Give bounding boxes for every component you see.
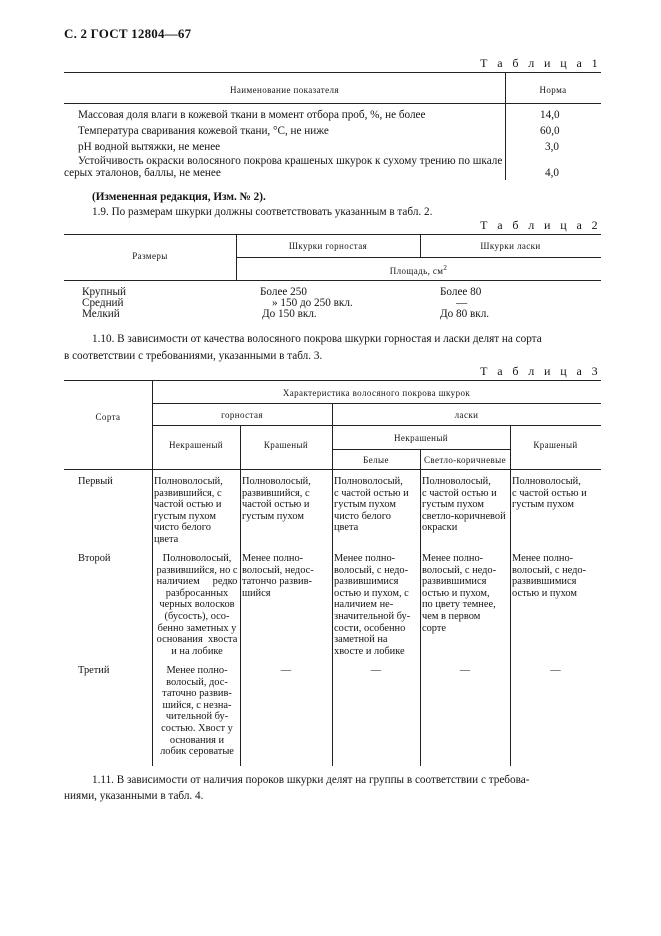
table2-row-1-size: Крупный <box>82 286 126 298</box>
table3-vdiv-1 <box>152 380 153 766</box>
table1-col-norm: Норма <box>539 85 567 95</box>
table2-top-rule <box>64 234 601 235</box>
table3-row1-ermine-undyed <box>154 476 240 546</box>
table3-cell-line: Менее полно- <box>422 553 484 564</box>
table2-col-size: Размеры <box>132 251 168 261</box>
table3-grade-first: Первый <box>78 476 113 487</box>
amendment-note: (Измененная редакция, Изм. № 2). <box>92 191 266 203</box>
table3-cell-line: с частой остью и <box>334 487 409 499</box>
table2-row-1-weasel: Более 80 <box>440 286 482 298</box>
page-header: С. 2 ГОСТ 12804—67 <box>64 26 192 41</box>
table3-cell-line: чисто белого <box>154 522 211 534</box>
table3-cell-line: по цвету темнее, <box>422 599 496 611</box>
table3-grade-second: Второй <box>78 553 111 564</box>
table3-row1-weasel-dyed <box>512 476 601 511</box>
table3-vdiv-5 <box>510 425 511 766</box>
table3-row2-weasel-white <box>334 553 420 657</box>
table3-row1-ermine-dyed <box>242 476 332 522</box>
table3-col-weasel-lightbrown: Светло-коричневые <box>423 455 507 465</box>
table3-cell-line: Менее полно- <box>166 665 228 676</box>
table2-col-area-label: Площадь, см <box>389 266 444 276</box>
table3-col-weasel-undyed: Некрашеный <box>394 433 448 443</box>
table3-cell-line: и на лобике <box>171 645 223 657</box>
table3-cell-line: густым пухом <box>154 510 216 522</box>
table3-cell-line: наличием редко <box>156 576 238 588</box>
table3-cell-line: значительной бу- <box>334 610 411 622</box>
table3-top-rule <box>64 380 601 381</box>
table3-cell-line: Полноволосый, <box>242 476 311 487</box>
table3-row2-weasel-brown <box>422 553 510 634</box>
table3-col-weasel: ласки <box>454 410 479 420</box>
table3-cell-line: черных волосков <box>159 599 235 611</box>
table3-cell-line: шийся, с незна- <box>162 699 232 711</box>
table3-cell-line: (бусость), осо- <box>164 610 230 622</box>
table3-cell-line: волосый, с недо- <box>512 564 587 576</box>
table3-grade-third: Третий <box>78 665 110 676</box>
table3-cell-line: Менее полно- <box>242 553 304 564</box>
table3-col-ermine-undyed: Некрашеный <box>169 440 223 450</box>
table3-cell-line: бенно заметных у <box>157 622 237 634</box>
table2-col-ermine: Шкурки горностая <box>288 241 368 251</box>
table3-cell-line: состью. Хвост у <box>161 722 233 734</box>
table3-cell-line: сорте <box>422 622 447 634</box>
table3-row3-ermine-undyed <box>154 665 240 758</box>
table3-rule-4 <box>332 449 510 450</box>
table3-cell-line: татончо развив- <box>242 576 312 588</box>
table1-header-rule <box>64 103 601 104</box>
table3-col-char: Характеристика волосяного покрова шкурок <box>282 388 471 398</box>
table3-cell-line: густым пухом <box>512 499 574 511</box>
table3-cell-line: чем в первом <box>422 610 481 622</box>
table3-cell-line: волосый, дос- <box>166 676 228 688</box>
table2-row-3-ermine: До 150 вкл. <box>262 308 317 320</box>
paragraph-1-11-line2: ниями, указанными в табл. 4. <box>64 790 204 802</box>
table3-rule-2 <box>152 403 601 404</box>
table3-cell-line: наличием не- <box>334 599 394 611</box>
table3-row1-weasel-white <box>334 476 420 534</box>
table3-cell-line: волосый, с недо- <box>334 564 409 576</box>
table1-row-1-name: Массовая доля влаги в кожевой ткани в момент отбора проб, %, не более <box>78 109 426 121</box>
table3-row2-ermine-dyed <box>242 553 332 599</box>
table2-row-2-size: Средний <box>82 297 124 309</box>
table3-cell-line: волосый, с недо- <box>422 564 497 576</box>
table2-row-2-weasel: — <box>456 297 468 309</box>
table1-row-4-name-line2: серых эталонов, баллы, не менее <box>64 167 221 179</box>
table2-row-1-ermine: Более 250 <box>260 286 307 298</box>
table2-sub-rule <box>236 257 601 258</box>
table3-cell-line: хвосте и лобике <box>334 645 405 657</box>
table1-top-rule <box>64 72 601 73</box>
table2-col-area-unit-exp: 2 <box>443 264 448 272</box>
table3-col-grade: Сорта <box>95 412 121 422</box>
table3-cell-line: Полноволосый, <box>334 476 403 487</box>
table3-cell-line: развившийся, с <box>154 487 222 499</box>
table2-row-2-ermine: » 150 до 250 вкл. <box>272 297 353 309</box>
table1-row-3-norm: 3,0 <box>545 141 559 153</box>
table1-row-3-name: pH водной вытяжки, не менее <box>78 141 221 153</box>
table3-cell-line: волосый, недос- <box>242 564 314 576</box>
table3-cell-line: развившийся, но с <box>156 564 238 576</box>
table2-header-rule <box>64 280 601 281</box>
table3-row3-weasel-white: — <box>370 665 382 676</box>
table3-cell-line: Полноволосый, <box>162 553 232 564</box>
table3-cell-line: Менее полно- <box>512 553 574 564</box>
table3-cell-line: чительной бу- <box>165 711 229 723</box>
table3-rule-3 <box>152 425 601 426</box>
table2-caption: Т а б л и ц а 2 <box>480 218 601 232</box>
table3-cell-line: остью и пухом, <box>422 587 490 599</box>
table3-cell-line: густым пухом <box>242 510 304 522</box>
table3-cell-line: остью и пухом <box>512 587 577 599</box>
table1-row-1-norm: 14,0 <box>540 109 560 121</box>
table3-cell-line: частой остью и <box>154 499 222 511</box>
paragraph-1-9: 1.9. По размерам шкурки должны соответствовать указанным в табл. 2. <box>92 206 433 218</box>
table3-cell-line: разбросанных <box>165 587 229 599</box>
table3-col-weasel-white: Белые <box>363 455 389 465</box>
table3-cell-line: основания хвоста <box>156 634 238 646</box>
table3-row3-weasel-dyed: — <box>550 665 561 676</box>
table3-cell-line: развившимися <box>512 576 577 588</box>
table3-col-ermine: горностая <box>221 410 263 420</box>
table3-cell-line: цвета <box>334 522 359 534</box>
table3-cell-line: развившимися <box>334 576 399 588</box>
paragraph-1-10-line2: в соответствии с требованиями, указанными в табл. 3. <box>64 350 323 362</box>
table3-cell-line: лобик сероватые <box>160 746 234 758</box>
table3-cell-line: сости, особенно <box>334 622 406 634</box>
table3-cell-line: развившимися <box>422 576 487 588</box>
table3-cell-line: с частой остью и <box>422 487 497 499</box>
table3-cell-line: светло-коричневой <box>422 510 506 522</box>
table3-cell-line: густым пухом <box>334 499 396 511</box>
paragraph-1-11-line1: 1.11. В зависимости от наличия пороков шкурки делят на группы в соответствии с требова- <box>92 774 530 786</box>
table3-cell-line: заметной на <box>334 634 388 646</box>
table3-cell-line: таточно развив- <box>162 688 232 700</box>
table3-cell-line: частой остью и <box>242 499 310 511</box>
table1-caption: Т а б л и ц а 1 <box>480 56 601 70</box>
table3-cell-line: Полноволосый, <box>154 476 223 487</box>
table3-cell-line: остью и пухом, с <box>334 587 409 599</box>
table3-col-weasel-dyed: Крашеный <box>533 440 578 450</box>
table3-cell-line: шийся <box>242 587 271 599</box>
table3-row2-ermine-undyed <box>154 553 240 657</box>
table3-row2-weasel-dyed <box>512 553 601 599</box>
table3-cell-line: окраски <box>422 522 458 534</box>
table2-row-3-weasel: До 80 вкл. <box>440 308 490 320</box>
table3-row3-ermine-dyed: — <box>280 665 292 676</box>
table3-cell-line: с частой остью и <box>512 487 587 499</box>
table3-cell-line: чисто белого <box>334 510 391 522</box>
table3-cell-line: Менее полно- <box>334 553 396 564</box>
table3-caption: Т а б л и ц а 3 <box>480 364 601 378</box>
table2-row-3-size: Мелкий <box>82 308 120 320</box>
table1-row-2-norm: 60,0 <box>540 125 560 137</box>
table1-row-2-name: Температура сваривания кожевой ткани, °С, не ниже <box>78 125 329 137</box>
table3-cell-line: цвета <box>154 533 179 545</box>
table3-row3-weasel-lightbrown: — <box>459 665 471 676</box>
table3-row1-weasel-brown <box>422 476 510 534</box>
table3-cell-line: развившийся, с <box>242 487 310 499</box>
table1-row-4-name-line1: Устойчивость окраски волосяного покрова крашеных шкурок к сухому трению по шкале <box>78 155 503 167</box>
table3-cell-line: основания и <box>169 734 225 746</box>
table3-col-ermine-dyed: Крашеный <box>263 440 309 450</box>
table3-cell-line: Полноволосый, <box>422 476 491 487</box>
table3-vdiv-2 <box>240 425 241 766</box>
paragraph-1-10-line1: 1.10. В зависимости от качества волосяного покрова шкурки горностая и ласки делят на сорта <box>92 333 542 345</box>
table1-col-name: Наименование показателя <box>230 85 339 95</box>
table2-col-weasel: Шкурки ласки <box>480 241 541 251</box>
table3-vdiv-4 <box>420 449 421 766</box>
table3-cell-line: Полноволосый, <box>512 476 581 487</box>
table1-row-4-norm: 4,0 <box>545 167 559 179</box>
table3-cell-line: густым пухом <box>422 499 484 511</box>
table2-col-area <box>236 264 601 276</box>
